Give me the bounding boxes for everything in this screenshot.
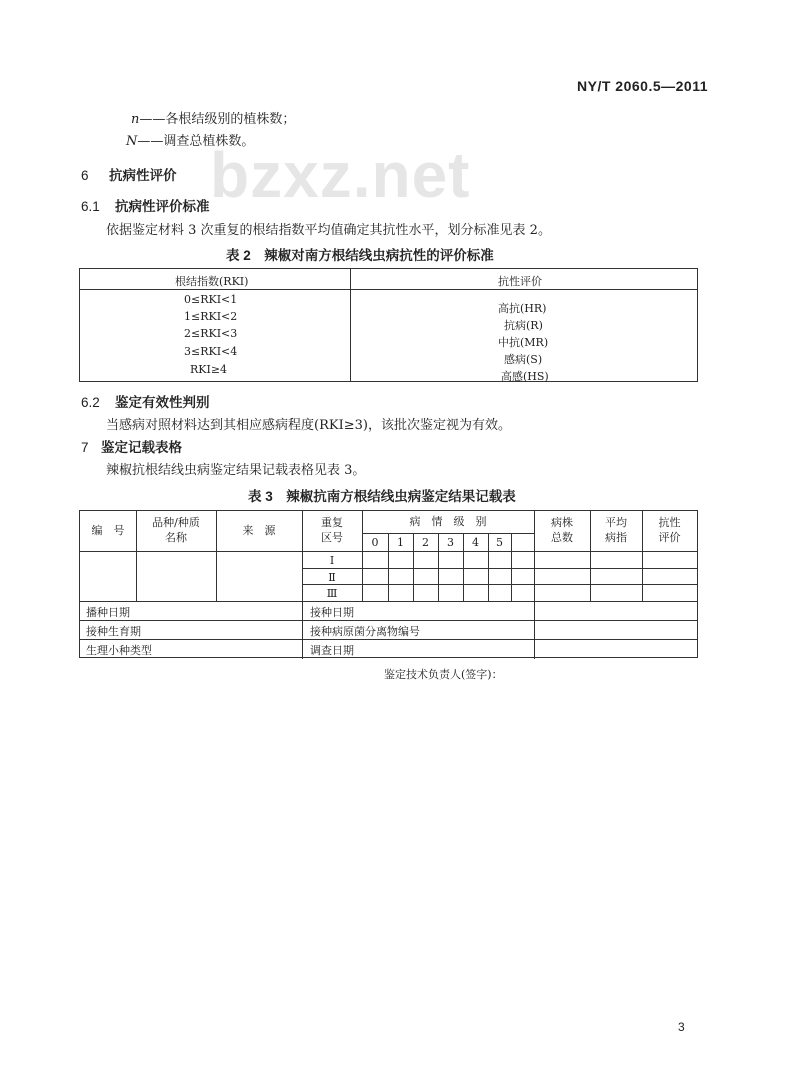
table-3-grade-1: 1	[397, 536, 404, 549]
table-divider	[511, 533, 512, 601]
table-2-rki-cell: 1≤RKI<2	[184, 310, 238, 323]
table-3-caption: 表 3 辣椒抗南方根结线虫病鉴定结果记载表	[248, 489, 516, 504]
table-3	[79, 510, 698, 658]
signature-line: 鉴定技术负责人(签字)：	[384, 668, 503, 681]
table-3-header-rep: 重复 区号	[321, 516, 343, 544]
table-divider	[302, 568, 697, 569]
definition-N	[126, 130, 254, 149]
table-3-header-avg: 平均 病指	[605, 516, 627, 544]
table-3-header-grade: 病 情 级 别	[409, 515, 487, 528]
table-2-eval-cell: 高抗(HR)	[498, 302, 547, 315]
section-6-2-body: 当感病对照材料达到其相应感病程度(RKI≥3)，该批次鉴定视为有效。	[106, 418, 511, 433]
table-3-header-id: 编 号	[91, 524, 125, 537]
table-2	[79, 268, 698, 382]
table-3-inoculation-stage: 接种生育期	[86, 625, 141, 638]
section-title: 抗病性评价标准	[115, 199, 210, 214]
section-title: 抗病性评价	[109, 168, 177, 183]
table-divider	[80, 289, 697, 290]
table-2-rki-cell: 3≤RKI<4	[184, 345, 238, 358]
table-3-header-source: 来 源	[242, 524, 276, 537]
table-divider	[80, 620, 697, 621]
table-divider	[80, 551, 697, 552]
table-2-caption: 表 2 辣椒对南方根结线虫病抗性的评价标准	[226, 248, 494, 263]
definition-text: ——调查总植株数。	[137, 134, 255, 149]
definition-symbol: n	[131, 112, 140, 127]
standard-code: NY/T 2060.5—2011	[577, 78, 708, 94]
section-title: 鉴定记载表格	[101, 440, 182, 455]
table-3-header-resist: 抗性 评价	[658, 516, 681, 544]
table-3-rep-1: Ⅰ	[329, 554, 335, 567]
table-2-eval-cell: 抗病(R)	[504, 319, 543, 332]
table-2-rki-cell: 0≤RKI<1	[184, 293, 238, 306]
definition-symbol: N	[126, 134, 138, 149]
table-3-header-variety: 品种/种质 名称	[152, 516, 200, 544]
table-divider	[80, 601, 697, 602]
table-3-rep-2: Ⅱ	[328, 571, 336, 584]
table-3-grade-2: 2	[422, 536, 429, 549]
section-number: 6.1	[81, 199, 100, 214]
section-6-1-body: 依据鉴定材料 3 次重复的根结指数平均值确定其抗性水平，划分标准见表 2。	[106, 223, 551, 238]
table-2-header-rki: 根结指数(RKI)	[175, 275, 249, 288]
section-6-2-heading	[81, 391, 210, 411]
section-number: 7	[81, 440, 89, 455]
table-2-eval-cell: 感病(S)	[504, 353, 543, 366]
section-6-heading	[81, 164, 177, 184]
table-3-grade-0: 0	[371, 536, 379, 549]
table-2-header-eval: 抗性评价	[498, 275, 542, 288]
table-3-header-plants: 病株 总数	[551, 516, 573, 544]
table-3-rep-3: Ⅲ	[326, 587, 338, 600]
table-divider	[80, 639, 697, 640]
page-number: 3	[678, 1020, 685, 1034]
section-number: 6.2	[81, 395, 100, 410]
table-2-eval-cell: 中抗(MR)	[498, 336, 549, 349]
definition-text: ——各根结级别的植株数；	[139, 112, 296, 127]
section-6-1-heading	[81, 195, 210, 215]
watermark: bzxz.net	[210, 139, 471, 211]
table-2-eval-cell: 高感(HS)	[501, 370, 549, 383]
table-2-rki-cell: 2≤RKI<3	[184, 327, 238, 340]
table-3-sowing-date: 播种日期	[86, 606, 130, 619]
section-7-body: 辣椒抗根结线虫病鉴定结果记载表格见表 3。	[106, 463, 366, 478]
table-3-inoculation-date: 接种日期	[310, 606, 354, 619]
table-3-grade-4: 4	[472, 536, 479, 549]
table-3-grade-5: 5	[496, 536, 503, 549]
table-2-rki-cell: RKI≥4	[190, 363, 228, 376]
definition-n	[131, 108, 295, 127]
table-divider	[350, 269, 351, 381]
table-3-isolate-number: 接种病原菌分离物编号	[310, 625, 420, 638]
section-title: 鉴定有效性判别	[115, 395, 210, 410]
table-3-survey-date: 调查日期	[310, 644, 354, 657]
section-7-heading	[81, 436, 182, 456]
section-number: 6	[81, 168, 89, 183]
table-divider	[362, 533, 534, 534]
table-3-grade-3: 3	[447, 536, 454, 549]
table-3-race-type: 生理小种类型	[86, 644, 152, 657]
